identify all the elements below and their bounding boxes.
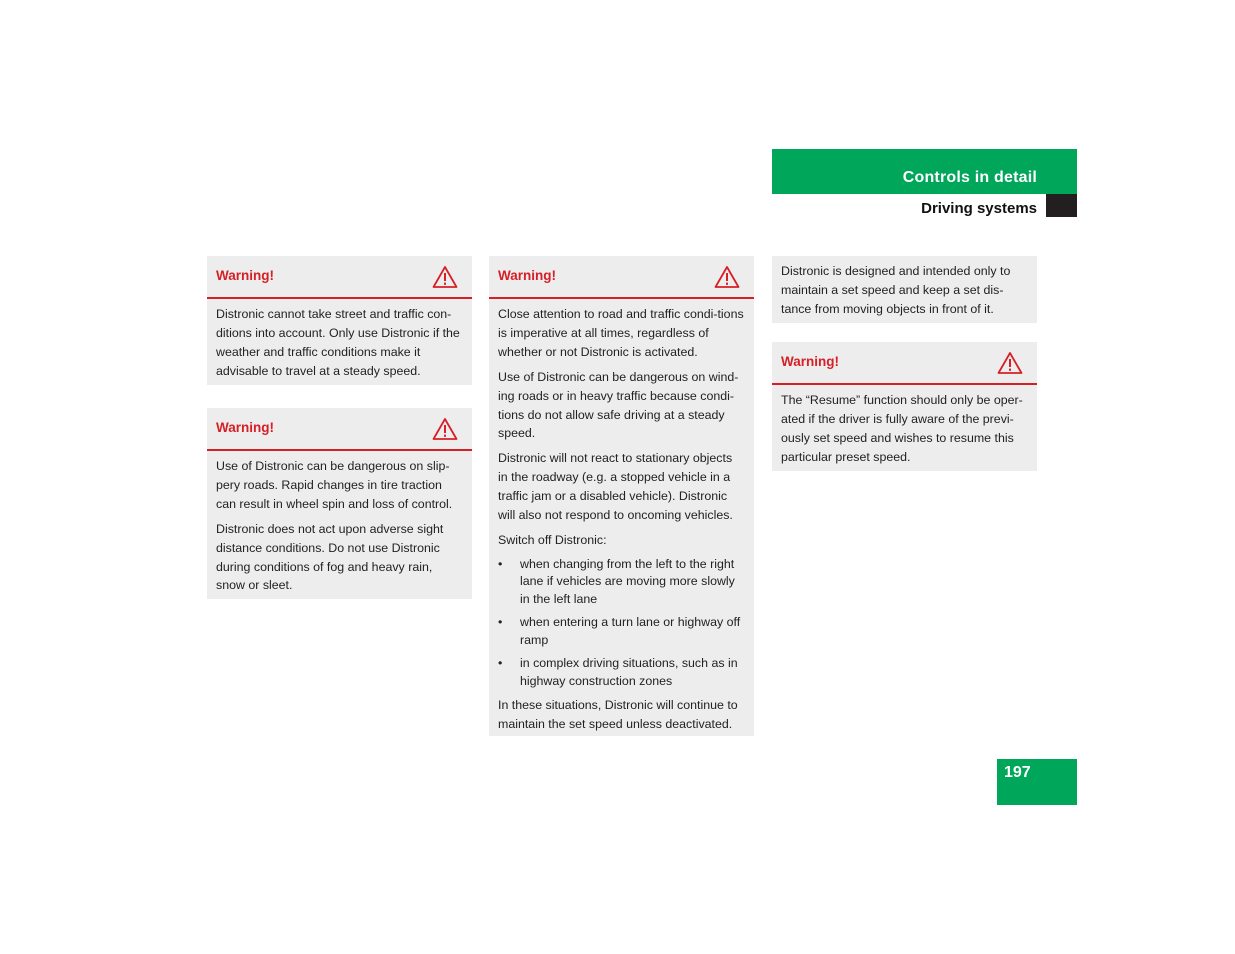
header-marker-block xyxy=(1046,194,1077,217)
warning-text: Distronic does not act upon adverse sight distance conditions. Do not use Distronic during conditions of fog and heavy rain, snow or sleet. xyxy=(216,521,444,593)
warning-text: In these situations, Distronic will continue to maintain the set speed unless deactivated. xyxy=(498,698,738,732)
bullet-icon: • xyxy=(498,656,503,671)
list-item-text: when entering a turn lane or highway off ramp xyxy=(520,615,741,647)
warning-header xyxy=(207,408,472,451)
section-title: Controls in detail xyxy=(902,169,1037,186)
warning-text: Distronic will not react to stationary objects in the roadway (e.g. a stopped vehicle in a traffic jam or a disabled vehicle). Distronic will also not respond to oncoming vehicles. xyxy=(498,451,733,523)
warning-box-3 xyxy=(489,256,754,736)
page-number: 197 xyxy=(1004,764,1031,781)
warning-triangle-icon xyxy=(714,265,740,289)
warning-label: Warning! xyxy=(781,354,839,370)
warning-triangle-icon xyxy=(432,417,458,441)
page-number-tab xyxy=(997,759,1077,805)
warning-text: Close attention to road and traffic condi-tions is imperative at all times, regardless of whether or not Distronic is activated. xyxy=(498,307,744,359)
list-item xyxy=(498,614,745,649)
warning-text: The “Resume” function should only be oper-ated if the driver is fully aware of the previ-ously set speed and wishes to resume this particular preset speed. xyxy=(781,393,1023,464)
warning-text: Use of Distronic can be dangerous on wind-ing roads or in heavy traffic because condi-tions do not allow safe driving at a steady speed. xyxy=(498,369,739,441)
warning-label: Warning! xyxy=(216,420,274,436)
warning-header xyxy=(207,256,472,299)
bullet-icon: • xyxy=(498,615,503,630)
subsection-title: Driving systems xyxy=(921,200,1037,217)
warning-text: Use of Distronic can be dangerous on slip-pery roads. Rapid changes in tire traction can result in wheel spin and loss of control. xyxy=(216,459,453,511)
warning-header xyxy=(772,342,1037,385)
list-item-text: in complex driving situations, such as in highway construction zones xyxy=(520,656,738,688)
warning-box-1 xyxy=(207,256,472,385)
section-header-bar xyxy=(772,149,1077,194)
warning-text: Distronic cannot take street and traffic con-ditions into account. Only use Distronic if the weather and traffic conditions make it advisable to travel at a steady speed. xyxy=(216,307,460,378)
list-item xyxy=(498,655,745,690)
warning-box-4 xyxy=(772,342,1037,471)
list-item xyxy=(498,556,745,609)
bullet-list xyxy=(498,556,745,691)
warning-triangle-icon xyxy=(997,351,1023,375)
bullet-icon: • xyxy=(498,556,503,571)
info-box xyxy=(772,256,1037,323)
warning-header xyxy=(489,256,754,299)
list-item-text: when changing from the left to the right lane if vehicles are moving more slowly in the left lane xyxy=(520,556,735,606)
warning-text: Switch off Distronic: xyxy=(498,532,607,547)
warning-label: Warning! xyxy=(216,268,274,284)
warning-box-2 xyxy=(207,408,472,599)
warning-triangle-icon xyxy=(432,265,458,289)
warning-label: Warning! xyxy=(498,268,556,284)
info-text: Distronic is designed and intended only to maintain a set speed and keep a set dis-tance from moving objects in front of it. xyxy=(781,264,1011,316)
